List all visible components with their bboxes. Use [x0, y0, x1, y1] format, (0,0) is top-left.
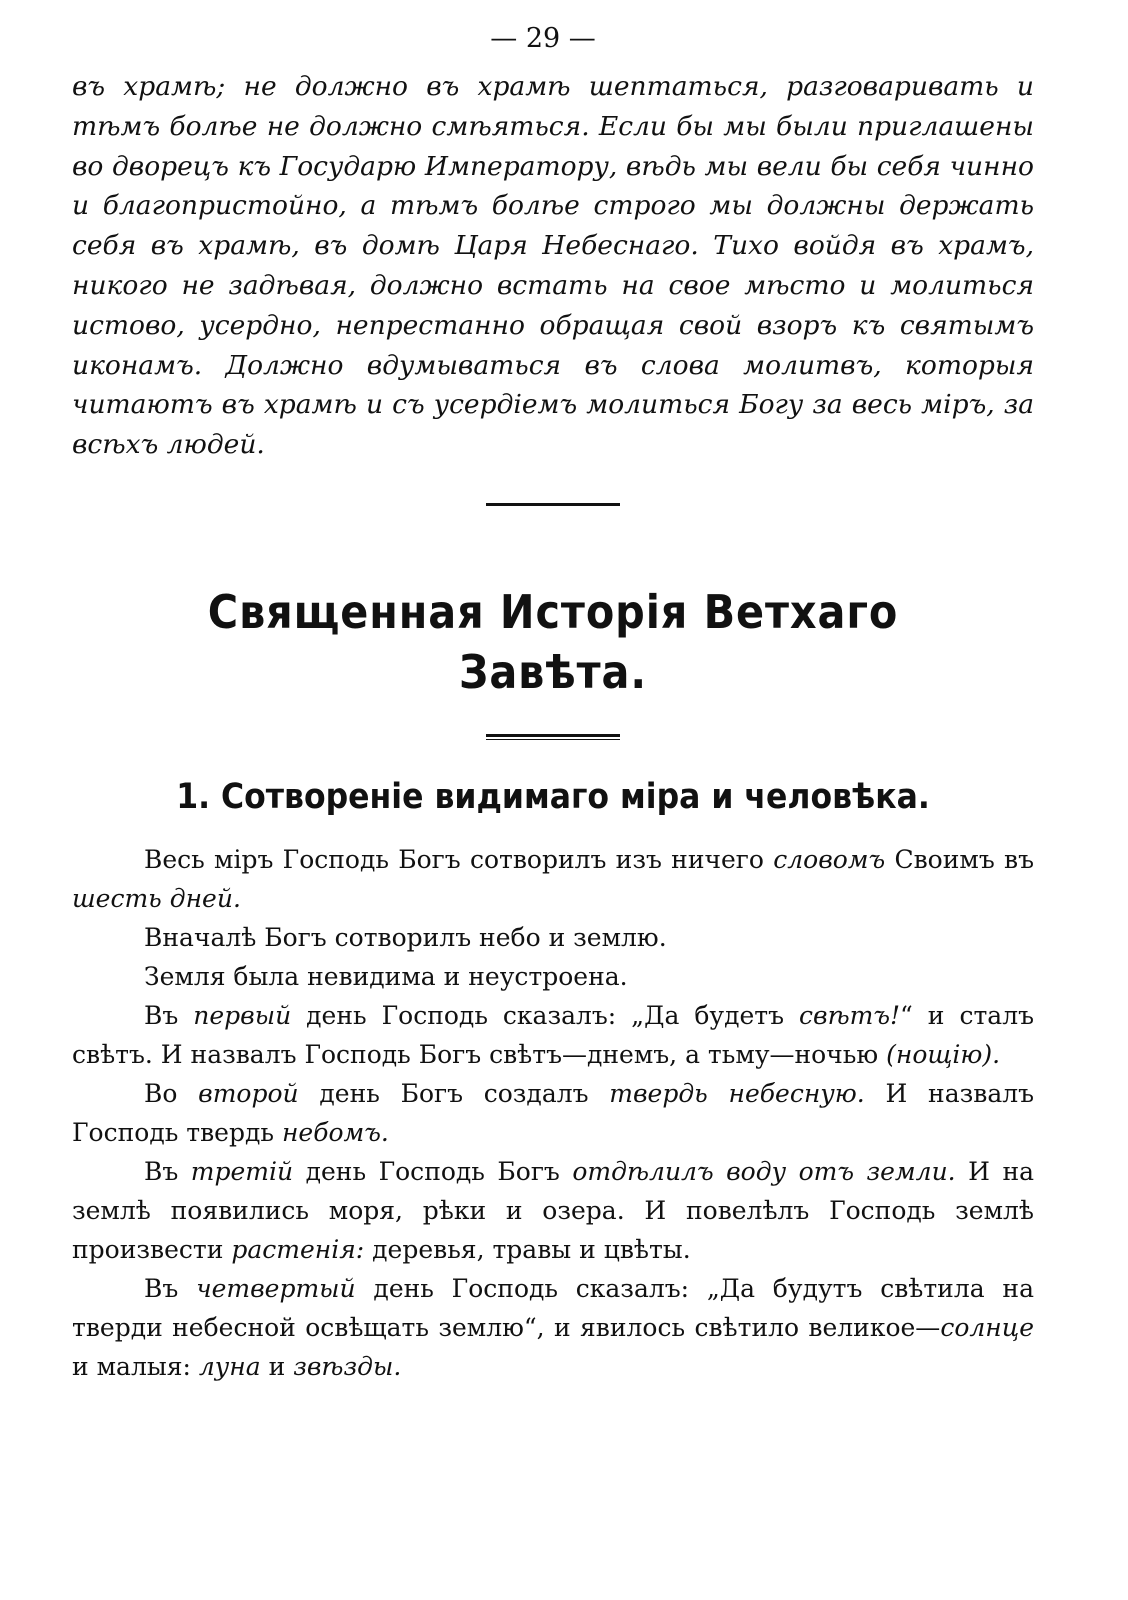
paragraph-day-two: Во второй день Богъ создалъ твердь небесную. И назвалъ Господь твердь небомъ.	[72, 1078, 1035, 1147]
book-page	[72, 20, 1034, 1386]
paragraph-beginning: Вначалѣ Богъ сотворилъ небо и землю.	[144, 922, 667, 952]
paragraph-earth: Земля была невидима и неустроена.	[144, 961, 628, 991]
paragraph-day-three: Въ третій день Господь Богъ отдѣлилъ воду отъ земли. И на землѣ появились моря, рѣки и озера. И повелѣлъ Господь землѣ произвести растенія: деревья, травы и цвѣты.	[72, 1156, 1035, 1264]
section-body	[72, 840, 1034, 1386]
section-title: 1. Сотвореніе видимаго міра и человѣка.	[176, 776, 930, 817]
page-number: — 29 —	[490, 23, 596, 54]
paragraph-creation-intro: Весь міръ Господь Богъ сотворилъ изъ ничего словомъ Своимъ въ шесть дней.	[72, 844, 1034, 913]
section-divider	[486, 503, 620, 506]
paragraph-day-four: Въ четвертый день Господь сказалъ: „Да будутъ свѣтила на тверди небесной освѣщать землю“, и явилось свѣтило великое—солнце и малыя: луна и звѣзды.	[72, 1273, 1034, 1381]
title-underline-divider	[486, 734, 620, 740]
main-title: Священная Исторія Ветхаго Завѣта.	[207, 584, 899, 699]
paragraph-day-one: Въ первый день Господь сказалъ: „Да будетъ свѣтъ!“ и сталъ свѣтъ. И назвалъ Господь Богъ свѣтъ—днемъ, а тьму—ночью (нощію).	[72, 1000, 1034, 1069]
top-paragraph: въ храмѣ; не должно въ храмѣ шептаться, разговаривать и тѣмъ болѣе не должно смѣяться. Если бы мы были приглашены во дворецъ къ Государю Императору, вѣдь мы вели бы себя чинно и благопристойно, а тѣмъ болѣе строго мы должны держать себя въ храмѣ, въ домѣ Царя Небеснаго. Тихо войдя въ храмъ, никого не задѣвая, должно встать на свое мѣсто и молиться истово, усердно, непрестанно обращая свой взоръ къ святымъ иконамъ. Должно вдумываться въ слова молитвъ, которыя читаютъ въ храмѣ и съ усердіемъ молиться Богу за весь міръ, за всѣхъ людей.	[72, 71, 1034, 461]
